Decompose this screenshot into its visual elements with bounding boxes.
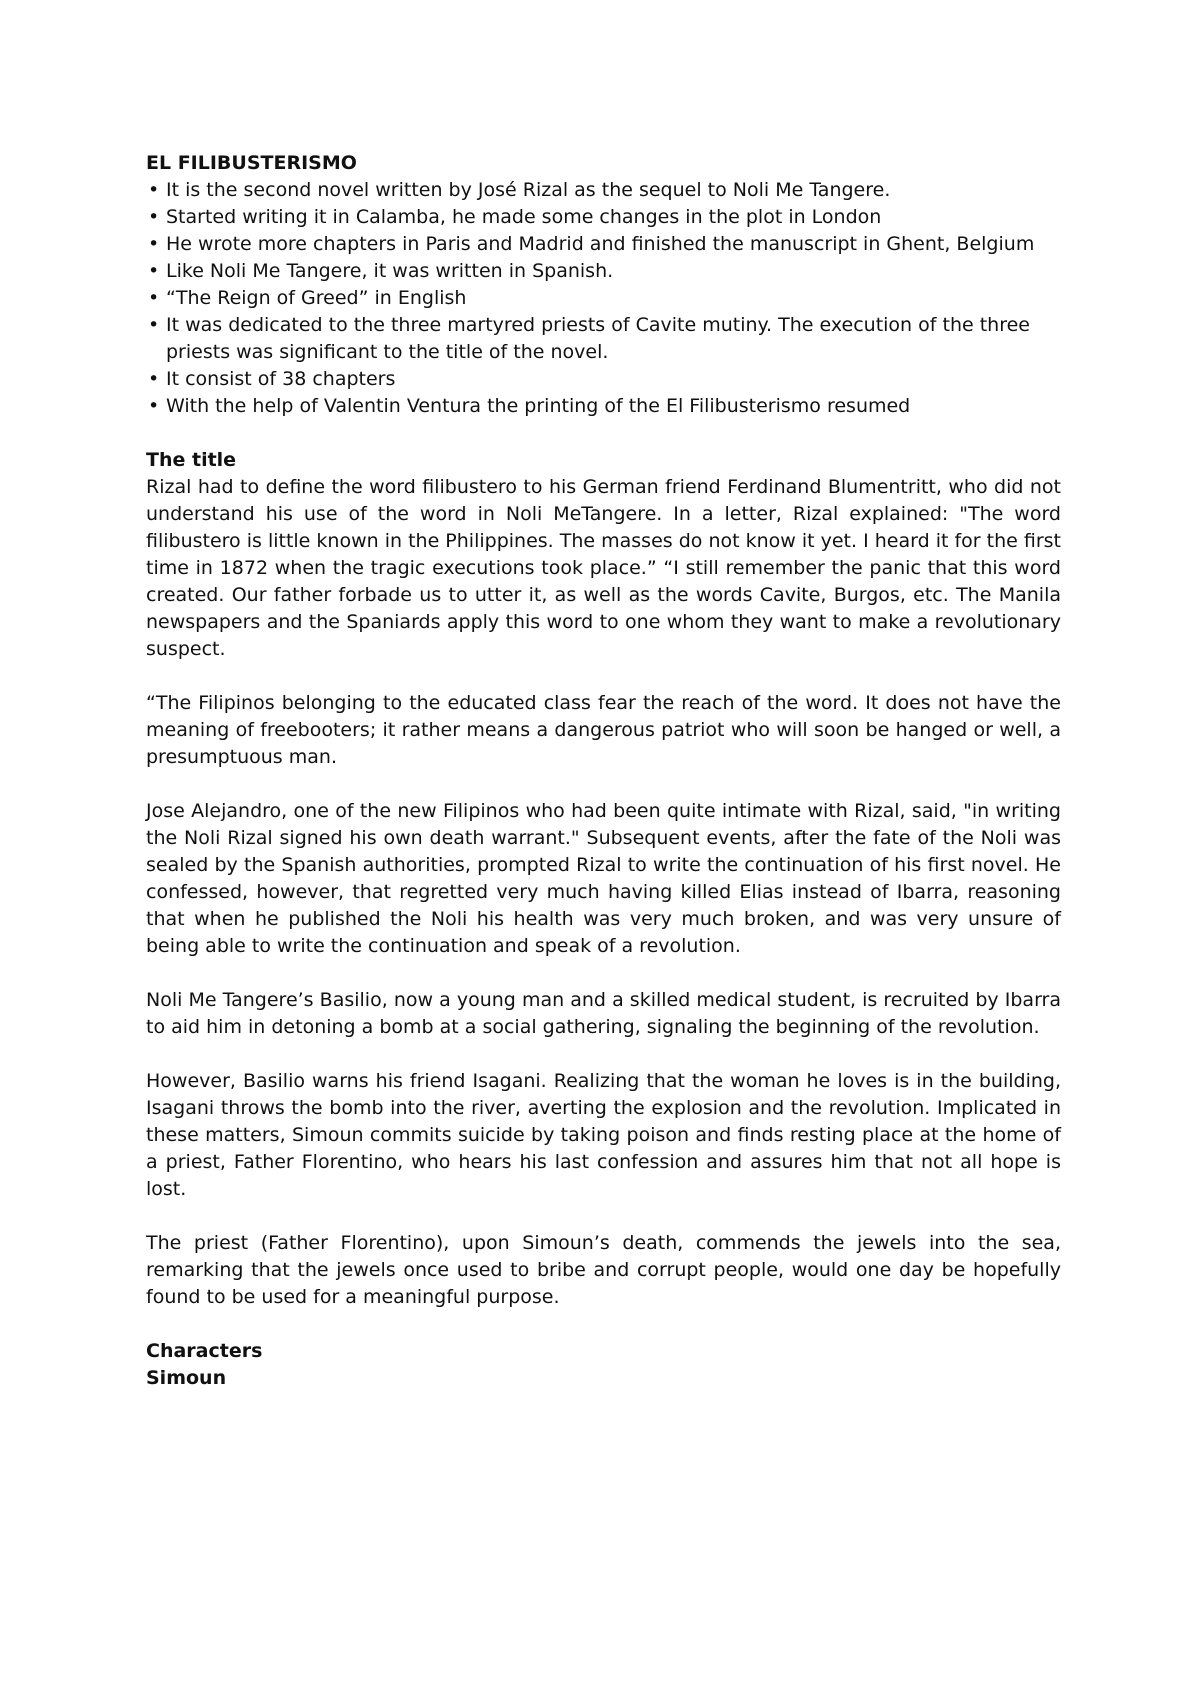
- list-item: [146, 258, 1061, 285]
- paragraph: Noli Me Tangere’s Basilio, now a young man and a skilled medical student, is recruited by Ibarra to aid him in detoning a bomb at a social gathering, signaling the beginning of the revolution.: [146, 989, 1061, 1038]
- list-item-text: With the help of Valentin Ventura the printing of the El Filibusterismo resumed: [166, 395, 911, 417]
- paragraph: The priest (Father Florentino), upon Simoun’s death, commends the jewels into the sea, remarking that the jewels once used to bribe and corrupt people, would one day be hopefully found to be used for a meaningful purpose.: [146, 1232, 1061, 1308]
- document-page: [146, 150, 1061, 1392]
- paragraph: Rizal had to define the word filibustero to his German friend Ferdinand Blumentritt, who did not understand his use of the word in Noli MeTangere. In a letter, Rizal explained: "The word filibustero is little known in the Philippines. The masses do not know it yet. I heard it for the first time in 1872 when the tragic executions took place.” “I still remember the panic that this word created. Our father forbade us to utter it, as well as the words Cavite, Burgos, etc. The Manila newspapers and the Spaniards apply this word to one whom they want to make a revolutionary suspect.: [146, 476, 1061, 660]
- bullet-icon: •: [148, 206, 160, 228]
- bullet-icon: •: [148, 368, 160, 390]
- bullet-icon: •: [148, 287, 160, 309]
- bullet-icon: •: [148, 179, 160, 201]
- list-item: [146, 285, 1061, 312]
- section-heading-the-title: The title: [146, 449, 237, 471]
- bullet-list: [146, 177, 1061, 420]
- list-item: [146, 177, 1061, 204]
- bullet-icon: •: [148, 314, 160, 336]
- bullet-icon: •: [148, 233, 160, 255]
- paragraph: However, Basilio warns his friend Isagani. Realizing that the woman he loves is in the building, Isagani throws the bomb into the river, averting the explosion and the revolution. Implicated in these matters, Simoun commits suicide by taking poison and finds resting place at the home of a priest, Father Florentino, who hears his last confession and assures him that not all hope is lost.: [146, 1070, 1061, 1200]
- list-item-text: He wrote more chapters in Paris and Madrid and finished the manuscript in Ghent, Belgium: [166, 233, 1035, 255]
- bullet-icon: •: [148, 260, 160, 282]
- list-item-text: “The Reign of Greed” in English: [166, 287, 467, 309]
- list-item-text: Like Noli Me Tangere, it was written in Spanish.: [166, 260, 614, 282]
- list-item: [146, 312, 1061, 366]
- list-item: [146, 393, 1061, 420]
- list-item-text: It was dedicated to the three martyred priests of Cavite mutiny. The execution of the three priests was significant to the title of the novel.: [166, 314, 1030, 363]
- list-item: [146, 366, 1061, 393]
- bullet-icon: •: [148, 395, 160, 417]
- section-heading-characters: Characters: [146, 1340, 263, 1362]
- list-item-text: It consist of 38 chapters: [166, 368, 396, 390]
- paragraph: Jose Alejandro, one of the new Filipinos who had been quite intimate with Rizal, said, "in writing the Noli Rizal signed his own death warrant." Subsequent events, after the fate of the Noli was sealed by the Spanish authorities, prompted Rizal to write the continuation of his first novel. He confessed, however, that regretted very much having killed Elias instead of Ibarra, reasoning that when he published the Noli his health was very much broken, and was very unsure of being able to write the continuation and speak of a revolution.: [146, 800, 1061, 957]
- list-item-text: It is the second novel written by José Rizal as the sequel to Noli Me Tangere.: [166, 179, 891, 201]
- paragraph: “The Filipinos belonging to the educated class fear the reach of the word. It does not have the meaning of freebooters; it rather means a dangerous patriot who will soon be hanged or well, a presumptuous man.: [146, 692, 1061, 768]
- list-item: [146, 204, 1061, 231]
- subheading-simoun: Simoun: [146, 1367, 227, 1389]
- list-item-text: Started writing it in Calamba, he made some changes in the plot in London: [166, 206, 882, 228]
- section-heading-el-filibusterismo: EL FILIBUSTERISMO: [146, 152, 357, 174]
- list-item: [146, 231, 1061, 258]
